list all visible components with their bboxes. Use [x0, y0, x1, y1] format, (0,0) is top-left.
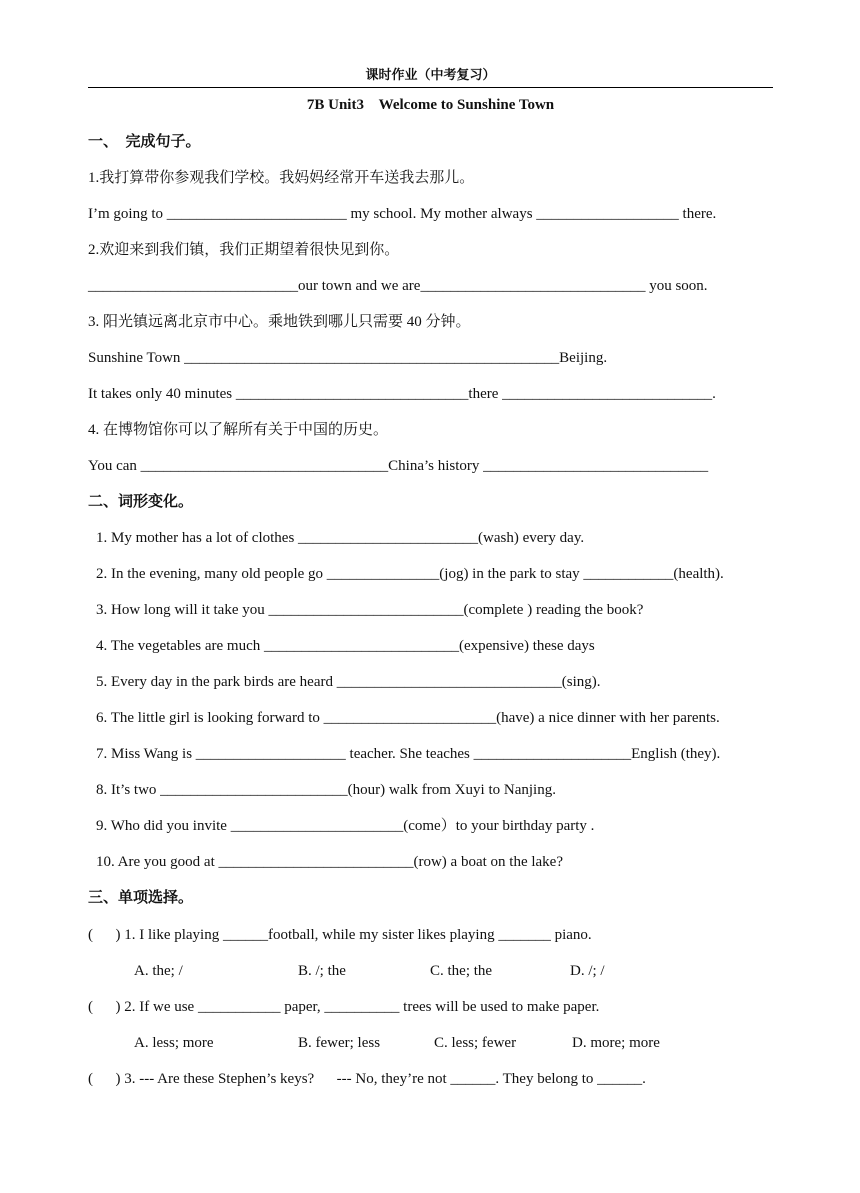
section-1-line: ____________________________our town and we are______________________________ you soon. — [88, 278, 708, 294]
option-b: B. /; the — [298, 963, 346, 979]
option-c: C. the; the — [430, 963, 493, 979]
section-1-line: 3. 阳光镇远离北京市中心。乘地铁到哪儿只需要 40 分钟。 — [88, 314, 471, 330]
option-d: D. /; / — [570, 963, 605, 979]
option-d: D. more; more — [572, 1035, 660, 1051]
question-stem: ( ) 3. --- Are these Stephen’s keys? --- No, they’re not ______. They belong to ______. — [88, 1071, 646, 1087]
page-header: 课时作业（中考复习） — [88, 64, 773, 88]
section-2-item: 5. Every day in the park birds are heard ______________________________(sing). — [96, 674, 601, 690]
page-title: 7B Unit3 Welcome to Sunshine Town — [306, 97, 555, 113]
section-2-item: 10. Are you good at __________________________(row) a boat on the lake? — [96, 854, 563, 870]
section-3-heading: 三、单项选择。 — [88, 890, 194, 906]
option-a: A. less; more — [134, 1035, 214, 1051]
section-2-heading: 二、词形变化。 — [88, 494, 194, 510]
option-b: B. fewer; less — [298, 1035, 381, 1051]
section-2-item: 6. The little girl is looking forward to _______________________(have) a nice dinner with her parents. — [96, 710, 720, 726]
section-2-item: 8. It’s two _________________________(hour) walk from Xuyi to Nanjing. — [96, 782, 556, 798]
section-2-item: 3. How long will it take you __________________________(complete ) reading the book? — [96, 602, 644, 618]
section-2-item: 2. In the evening, many old people go _______________(jog) in the park to stay ____________(health). — [96, 566, 724, 582]
section-1-line: 4. 在博物馆你可以了解所有关于中国的历史。 — [88, 422, 389, 438]
section-1-heading: 一、 完成句子。 — [88, 134, 201, 150]
section-2-item: 7. Miss Wang is ____________________ teacher. She teaches _____________________English (they). — [96, 746, 721, 762]
question-stem: ( ) 2. If we use ___________ paper, __________ trees will be used to make paper. — [88, 999, 600, 1015]
section-2-item: 9. Who did you invite _______________________(come）to your birthday party . — [96, 818, 595, 834]
section-1-line: 1.我打算带你参观我们学校。我妈妈经常开车送我去那儿。 — [88, 170, 475, 186]
section-1-line: I’m going to ________________________ my school. My mother always ___________________ there. — [88, 206, 717, 222]
section-2-item: 4. The vegetables are much __________________________(expensive) these days — [96, 638, 595, 654]
section-1-line: 2.欢迎来到我们镇，我们正期望着很快见到你。 — [88, 242, 400, 258]
question-stem: ( ) 1. I like playing ______football, while my sister likes playing _______ piano. — [88, 927, 592, 943]
option-c: C. less; fewer — [434, 1035, 517, 1051]
section-2-item: 1. My mother has a lot of clothes ________________________(wash) every day. — [96, 530, 585, 546]
section-1-line: It takes only 40 minutes _______________________________there ____________________________. — [88, 386, 716, 402]
section-1-line: Sunshine Town __________________________________________________Beijing. — [88, 350, 608, 366]
option-a: A. the; / — [134, 963, 183, 979]
section-1-line: You can _________________________________China’s history ______________________________ — [88, 458, 709, 474]
